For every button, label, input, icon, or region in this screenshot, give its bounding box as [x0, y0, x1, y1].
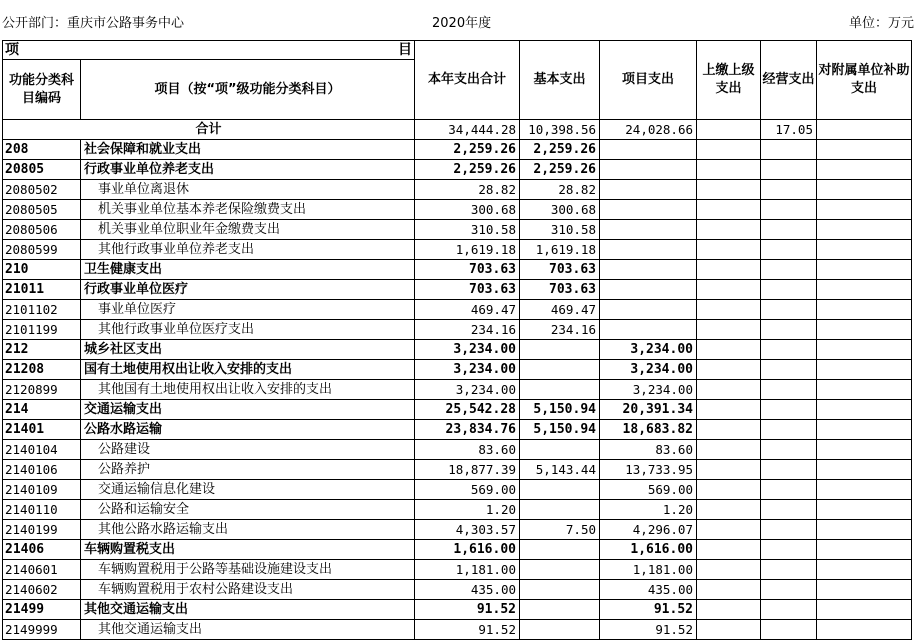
row-basic	[520, 360, 600, 380]
row-subsidy	[817, 340, 912, 360]
row-project: 1,181.00	[600, 560, 697, 580]
table-row	[3, 400, 912, 420]
row-basic: 1,619.18	[520, 240, 600, 260]
row-project	[600, 280, 697, 300]
row-code: 2149999	[3, 620, 81, 640]
row-turnin	[697, 420, 761, 440]
row-basic: 2,259.26	[520, 160, 600, 180]
total-label: 合计	[3, 120, 415, 140]
row-turnin	[697, 560, 761, 580]
row-name: 公路养护	[81, 460, 415, 480]
row-project	[600, 140, 697, 160]
report-header	[0, 0, 920, 40]
row-operating	[761, 420, 817, 440]
row-total: 1,619.18	[415, 240, 520, 260]
row-name: 事业单位离退休	[81, 180, 415, 200]
row-basic: 300.68	[520, 200, 600, 220]
row-basic: 5,150.94	[520, 400, 600, 420]
row-basic	[520, 440, 600, 460]
row-subsidy	[817, 560, 912, 580]
expenditure-table	[2, 40, 912, 640]
row-project: 20,391.34	[600, 400, 697, 420]
header-xiang: 项	[5, 42, 19, 58]
row-code: 2140109	[3, 480, 81, 500]
row-basic	[520, 620, 600, 640]
row-total: 23,834.76	[415, 420, 520, 440]
row-total: 300.68	[415, 200, 520, 220]
row-subsidy	[817, 520, 912, 540]
row-basic	[520, 340, 600, 360]
total-subsidy	[817, 120, 912, 140]
row-turnin	[697, 400, 761, 420]
row-name: 行政事业单位养老支出	[81, 160, 415, 180]
row-operating	[761, 540, 817, 560]
row-turnin	[697, 240, 761, 260]
row-total: 2,259.26	[415, 160, 520, 180]
row-code: 2140106	[3, 460, 81, 480]
row-subsidy	[817, 180, 912, 200]
table-row	[3, 300, 912, 320]
row-name: 公路建设	[81, 440, 415, 460]
header-row-top	[3, 41, 912, 60]
table-row	[3, 240, 912, 260]
row-basic: 5,150.94	[520, 420, 600, 440]
row-name: 行政事业单位医疗	[81, 280, 415, 300]
row-code: 21208	[3, 360, 81, 380]
row-turnin	[697, 440, 761, 460]
row-turnin	[697, 480, 761, 500]
table-row	[3, 540, 912, 560]
row-operating	[761, 240, 817, 260]
row-code: 21499	[3, 600, 81, 620]
header-code: 功能分类科目编码	[3, 60, 81, 120]
header-total: 本年支出合计	[415, 41, 520, 120]
row-turnin	[697, 580, 761, 600]
row-total: 234.16	[415, 320, 520, 340]
row-project: 3,234.00	[600, 340, 697, 360]
header-xiang-mu-cell	[3, 41, 415, 60]
row-operating	[761, 480, 817, 500]
row-name: 机关事业单位职业年金缴费支出	[81, 220, 415, 240]
row-project: 91.52	[600, 620, 697, 640]
row-code: 20805	[3, 160, 81, 180]
row-name: 事业单位医疗	[81, 300, 415, 320]
row-project	[600, 200, 697, 220]
row-code: 21406	[3, 540, 81, 560]
row-total: 83.60	[415, 440, 520, 460]
row-subsidy	[817, 360, 912, 380]
row-name: 社会保障和就业支出	[81, 140, 415, 160]
row-basic: 310.58	[520, 220, 600, 240]
row-project: 4,296.07	[600, 520, 697, 540]
row-project	[600, 300, 697, 320]
row-code: 2140601	[3, 560, 81, 580]
row-project: 435.00	[600, 580, 697, 600]
row-basic	[520, 500, 600, 520]
header-basic: 基本支出	[520, 41, 600, 120]
row-operating	[761, 500, 817, 520]
table-row	[3, 500, 912, 520]
row-subsidy	[817, 220, 912, 240]
row-name: 公路水路运输	[81, 420, 415, 440]
row-project: 18,683.82	[600, 420, 697, 440]
row-project	[600, 220, 697, 240]
row-code: 21401	[3, 420, 81, 440]
row-name: 其他交通运输支出	[81, 600, 415, 620]
table-row	[3, 580, 912, 600]
row-operating	[761, 340, 817, 360]
header-turnin: 上缴上级支出	[697, 41, 761, 120]
row-project: 91.52	[600, 600, 697, 620]
row-project: 13,733.95	[600, 460, 697, 480]
row-turnin	[697, 460, 761, 480]
row-project: 83.60	[600, 440, 697, 460]
row-total: 569.00	[415, 480, 520, 500]
header-subsidy: 对附属单位补助支出	[817, 41, 912, 120]
row-basic: 7.50	[520, 520, 600, 540]
table-row	[3, 140, 912, 160]
row-turnin	[697, 320, 761, 340]
row-basic	[520, 540, 600, 560]
row-name: 卫生健康支出	[81, 260, 415, 280]
table-row	[3, 440, 912, 460]
table-row	[3, 160, 912, 180]
row-operating	[761, 140, 817, 160]
total-total: 34,444.28	[415, 120, 520, 140]
row-turnin	[697, 520, 761, 540]
row-operating	[761, 560, 817, 580]
row-total: 1,616.00	[415, 540, 520, 560]
row-name: 其他交通运输支出	[81, 620, 415, 640]
row-basic	[520, 600, 600, 620]
row-total: 3,234.00	[415, 340, 520, 360]
unit-label: 单位：万元	[848, 16, 914, 31]
row-total: 4,303.57	[415, 520, 520, 540]
row-basic: 703.63	[520, 280, 600, 300]
row-name: 车辆购置税用于公路等基础设施建设支出	[81, 560, 415, 580]
row-code: 2080505	[3, 200, 81, 220]
row-basic: 703.63	[520, 260, 600, 280]
row-subsidy	[817, 620, 912, 640]
row-turnin	[697, 160, 761, 180]
table-row	[3, 180, 912, 200]
row-turnin	[697, 260, 761, 280]
row-name: 国有土地使用权出让收入安排的支出	[81, 360, 415, 380]
row-code: 2140104	[3, 440, 81, 460]
row-subsidy	[817, 580, 912, 600]
row-operating	[761, 360, 817, 380]
table-row	[3, 520, 912, 540]
row-basic: 5,143.44	[520, 460, 600, 480]
row-subsidy	[817, 280, 912, 300]
total-turnin	[697, 120, 761, 140]
row-code: 21011	[3, 280, 81, 300]
row-total: 703.63	[415, 280, 520, 300]
row-operating	[761, 580, 817, 600]
row-subsidy	[817, 300, 912, 320]
row-project: 3,234.00	[600, 360, 697, 380]
year-label: 2020年度	[432, 16, 492, 31]
row-code: 2140110	[3, 500, 81, 520]
row-operating	[761, 280, 817, 300]
row-total: 91.52	[415, 620, 520, 640]
row-operating	[761, 260, 817, 280]
total-row	[3, 120, 912, 140]
row-code: 2080506	[3, 220, 81, 240]
row-subsidy	[817, 480, 912, 500]
row-code: 2101102	[3, 300, 81, 320]
row-turnin	[697, 340, 761, 360]
table-row	[3, 600, 912, 620]
row-turnin	[697, 300, 761, 320]
header-operating: 经营支出	[761, 41, 817, 120]
row-turnin	[697, 180, 761, 200]
row-operating	[761, 320, 817, 340]
row-basic: 234.16	[520, 320, 600, 340]
row-total: 1,181.00	[415, 560, 520, 580]
row-code: 214	[3, 400, 81, 420]
row-total: 2,259.26	[415, 140, 520, 160]
row-code: 2120899	[3, 380, 81, 400]
header-project: 项目支出	[600, 41, 697, 120]
table-row	[3, 420, 912, 440]
row-code: 2101199	[3, 320, 81, 340]
row-total: 1.20	[415, 500, 520, 520]
row-basic	[520, 580, 600, 600]
row-code: 210	[3, 260, 81, 280]
row-name: 交通运输信息化建设	[81, 480, 415, 500]
row-subsidy	[817, 400, 912, 420]
row-subsidy	[817, 140, 912, 160]
row-name: 其他行政事业单位养老支出	[81, 240, 415, 260]
row-total: 3,234.00	[415, 360, 520, 380]
row-code: 2080502	[3, 180, 81, 200]
row-basic	[520, 380, 600, 400]
table-row	[3, 200, 912, 220]
row-basic: 28.82	[520, 180, 600, 200]
row-turnin	[697, 220, 761, 240]
row-code: 2140199	[3, 520, 81, 540]
row-name: 其他行政事业单位医疗支出	[81, 320, 415, 340]
row-operating	[761, 300, 817, 320]
row-project: 569.00	[600, 480, 697, 500]
total-project: 24,028.66	[600, 120, 697, 140]
table-row	[3, 260, 912, 280]
row-subsidy	[817, 260, 912, 280]
row-basic	[520, 480, 600, 500]
row-total: 469.47	[415, 300, 520, 320]
department-label: 公开部门：重庆市公路事务中心	[2, 16, 185, 31]
row-total: 310.58	[415, 220, 520, 240]
row-operating	[761, 200, 817, 220]
row-subsidy	[817, 200, 912, 220]
row-subsidy	[817, 160, 912, 180]
row-name: 其他国有土地使用权出让收入安排的支出	[81, 380, 415, 400]
table-row	[3, 460, 912, 480]
row-total: 28.82	[415, 180, 520, 200]
row-total: 3,234.00	[415, 380, 520, 400]
row-basic	[520, 560, 600, 580]
row-project	[600, 240, 697, 260]
row-total: 18,877.39	[415, 460, 520, 480]
table-row	[3, 320, 912, 340]
row-subsidy	[817, 460, 912, 480]
row-operating	[761, 520, 817, 540]
row-subsidy	[817, 420, 912, 440]
row-operating	[761, 180, 817, 200]
row-turnin	[697, 280, 761, 300]
row-subsidy	[817, 440, 912, 460]
row-code: 2140602	[3, 580, 81, 600]
row-project	[600, 260, 697, 280]
row-operating	[761, 440, 817, 460]
row-subsidy	[817, 320, 912, 340]
row-code: 208	[3, 140, 81, 160]
row-total: 703.63	[415, 260, 520, 280]
total-basic: 10,398.56	[520, 120, 600, 140]
row-operating	[761, 460, 817, 480]
row-subsidy	[817, 600, 912, 620]
row-name: 车辆购置税支出	[81, 540, 415, 560]
row-name: 交通运输支出	[81, 400, 415, 420]
row-basic: 469.47	[520, 300, 600, 320]
row-total: 91.52	[415, 600, 520, 620]
row-operating	[761, 620, 817, 640]
row-subsidy	[817, 500, 912, 520]
row-operating	[761, 600, 817, 620]
row-total: 25,542.28	[415, 400, 520, 420]
row-turnin	[697, 360, 761, 380]
row-operating	[761, 160, 817, 180]
table-row	[3, 480, 912, 500]
header-mu: 目	[398, 42, 412, 58]
row-project: 3,234.00	[600, 380, 697, 400]
table-row	[3, 340, 912, 360]
row-operating	[761, 220, 817, 240]
table-row	[3, 280, 912, 300]
row-turnin	[697, 200, 761, 220]
row-subsidy	[817, 380, 912, 400]
table-row	[3, 380, 912, 400]
row-subsidy	[817, 240, 912, 260]
row-turnin	[697, 140, 761, 160]
row-name: 其他公路水路运输支出	[81, 520, 415, 540]
row-operating	[761, 380, 817, 400]
row-name: 机关事业单位基本养老保险缴费支出	[81, 200, 415, 220]
row-total: 435.00	[415, 580, 520, 600]
total-operating: 17.05	[761, 120, 817, 140]
row-turnin	[697, 380, 761, 400]
row-project	[600, 320, 697, 340]
table-row	[3, 620, 912, 640]
row-operating	[761, 400, 817, 420]
row-project: 1,616.00	[600, 540, 697, 560]
row-project: 1.20	[600, 500, 697, 520]
table-row	[3, 360, 912, 380]
row-name: 车辆购置税用于农村公路建设支出	[81, 580, 415, 600]
row-code: 212	[3, 340, 81, 360]
row-turnin	[697, 620, 761, 640]
row-name: 城乡社区支出	[81, 340, 415, 360]
row-project	[600, 160, 697, 180]
row-code: 2080599	[3, 240, 81, 260]
row-turnin	[697, 540, 761, 560]
row-name: 公路和运输安全	[81, 500, 415, 520]
row-basic: 2,259.26	[520, 140, 600, 160]
row-project	[600, 180, 697, 200]
table-row	[3, 560, 912, 580]
row-turnin	[697, 500, 761, 520]
row-turnin	[697, 600, 761, 620]
table-row	[3, 220, 912, 240]
row-subsidy	[817, 540, 912, 560]
header-name: 项目（按“项”级功能分类科目）	[81, 60, 415, 120]
